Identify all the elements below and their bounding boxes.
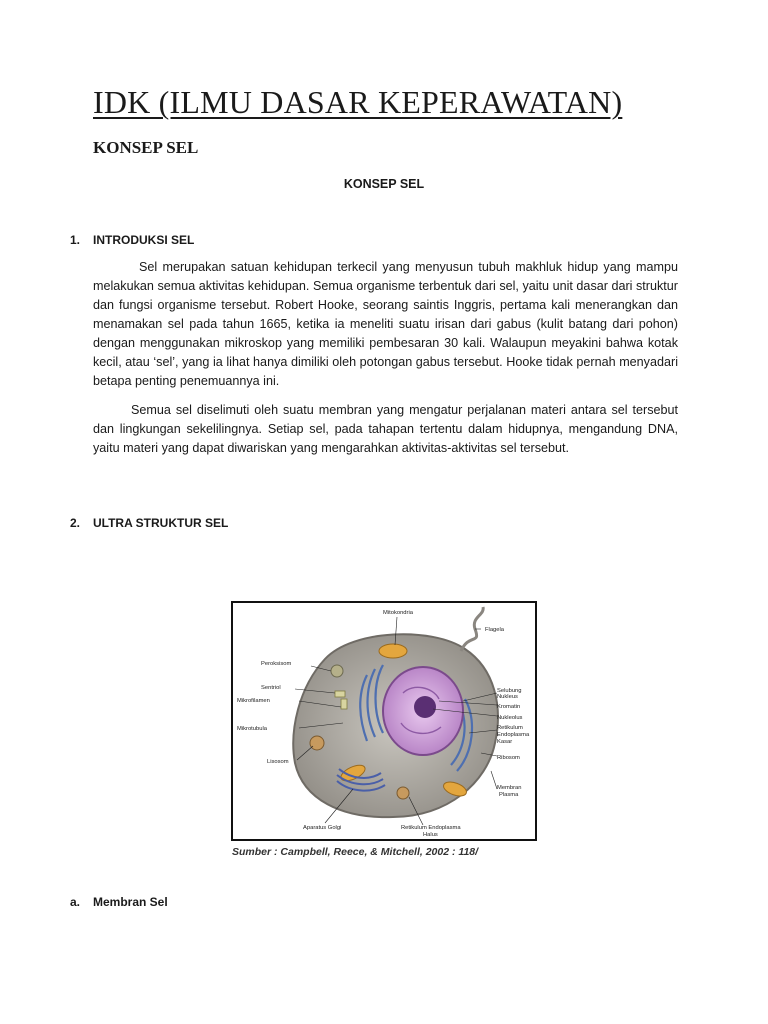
section-number: 2.: [70, 516, 81, 530]
section-title: INTRODUKSI SEL: [93, 233, 195, 247]
label-kromatin: Kromatin: [497, 704, 521, 710]
document-subtitle: KONSEP SEL: [93, 138, 199, 157]
section-heading-membran-sel: [70, 895, 168, 909]
label-retikulum-halus: Retikulum Endoplasma: [401, 825, 461, 831]
label-sentriol: Sentriol: [261, 685, 281, 691]
label-retikulum-kasar: Retikulum: [497, 725, 523, 731]
cell-diagram: [233, 603, 535, 839]
label-retikulum-halus-2: Halus: [423, 832, 438, 838]
label-lisosom: Lisosom: [267, 759, 289, 765]
label-mikrotubula: Mikrotubula: [237, 726, 267, 732]
label-nukleolus: Nukleolus: [497, 715, 523, 721]
center-heading: KONSEP SEL: [343, 177, 425, 191]
label-ribosom: Ribosom: [497, 755, 520, 761]
label-flagela: Flagela: [485, 627, 505, 633]
label-membran: Membran: [497, 785, 522, 791]
section-title: ULTRA STRUKTUR SEL: [93, 516, 229, 530]
label-membran-2: Plasma: [499, 792, 519, 798]
label-retikulum-kasar-3: Kasar: [497, 739, 513, 745]
section-number: a.: [70, 895, 81, 909]
page-title: IDK (ILMU DASAR KEPERAWATAN): [93, 84, 623, 120]
section-heading-introduksi: [70, 233, 194, 247]
mitochondrion: [379, 644, 407, 658]
nucleolus: [414, 696, 436, 718]
label-peroksisom: Peroksisom: [261, 661, 292, 667]
paragraph-introduksi-1: Sel merupakan satuan kehidupan terkecil yang menyusun tubuh makhluk hidup yang mampu melakukan semua aktivitas kehidupan. Semua organisme terbentuk dari sel, yaitu unit dasar dari struktur dan fungsi organisme tersebut. Robert Hooke, seorang saintis Inggris, pertama kali menerangkan dan menamakan sel pada tahun 1665, ketika ia meneliti suatu irisan dari gabus (kulit batang dari pohon) dengan menggunakan mikroskop yang memiliki pembesaran 30 kali. Walaupun meyakini bahwa kotak kecil, atau ‘sel’, yang ia lihat hanya dimiliki oleh potongan gabus tersebut. Hooke tidak pernah menyadari betapa penting penemuannya ini.: [93, 260, 678, 388]
paragraph-introduksi-2: Semua sel diselimuti oleh suatu membran yang mengatur perjalanan materi antara sel tersebut dan lingkungan sekelilingnya. Setiap sel, pada tahapan tertentu dalam hidupnya, mengandung DNA, yaitu materi yang dapat diwariskan yang mengarahkan aktivitas-aktivitas sel tersebut.: [93, 403, 678, 455]
section-heading-ultra-struktur: [70, 516, 228, 530]
section-title: Membran Sel: [93, 895, 168, 909]
label-retikulum-kasar-2: Endoplasma: [497, 732, 530, 738]
cell-diagram-figure: [231, 601, 537, 841]
label-selubung-2: Nukleus: [497, 694, 518, 700]
section-number: 1.: [70, 233, 81, 247]
label-mikrofilamen: Mikrofilamen: [237, 698, 270, 704]
peroxisome: [331, 665, 343, 677]
lysosome: [397, 787, 409, 799]
label-aparatus-golgi: Aparatus Golgi: [303, 825, 342, 831]
label-selubung: Selubung: [497, 688, 522, 694]
lysosome: [310, 736, 324, 750]
figure-caption: Sumber : Campbell, Reece, & Mitchell, 2002 : 118/: [232, 846, 479, 858]
label-mitokondria: Mitokondria: [383, 610, 413, 616]
